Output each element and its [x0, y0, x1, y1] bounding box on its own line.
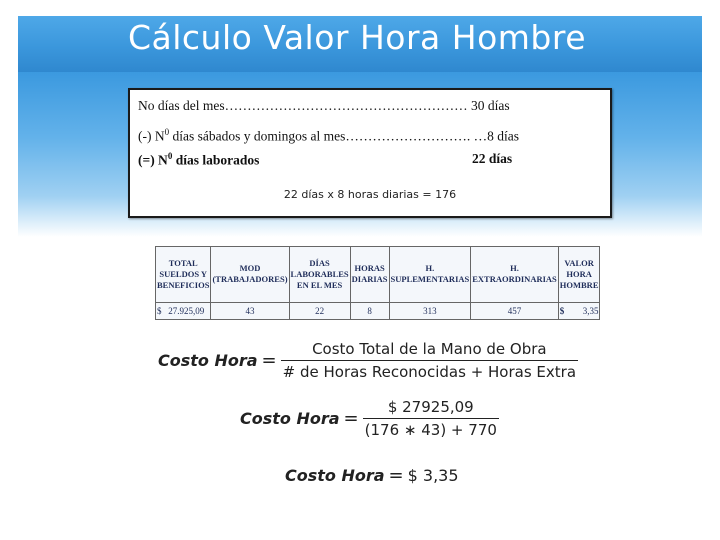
- formula-substituted-denominator: (176 ∗ 43) + 770: [363, 418, 499, 439]
- formula-result-equals: =: [388, 465, 404, 486]
- cell-extraordinarias: 457: [471, 302, 559, 319]
- worked-days-superscript: 0: [167, 151, 173, 161]
- days-in-month-line: No días del mes……………………………………………… 30 días: [138, 98, 510, 113]
- cell-dias: 22: [289, 302, 350, 319]
- formula-substituted: [240, 398, 499, 439]
- formula-substituted-numerator: $ 27925,09: [387, 398, 474, 416]
- header-valor-hora: VALOR HORA HOMBRE: [558, 247, 600, 303]
- cell-horas: 8: [350, 302, 389, 319]
- weekend-days-prefix: (-) N: [138, 128, 165, 144]
- formula-general-lhs: Costo Hora: [158, 351, 258, 370]
- hours-calculation: 22 días x 8 horas diarias = 176: [283, 188, 457, 201]
- payroll-table: [155, 246, 600, 320]
- table-row: [156, 302, 600, 319]
- formula-general-equals: =: [261, 350, 277, 371]
- formula-general-denominator: # de Horas Reconocidas + Horas Extra: [281, 360, 578, 381]
- formula-general-fraction: [281, 340, 578, 381]
- slide-title: Cálculo Valor Hora Hombre: [127, 18, 587, 57]
- cell-total-currency: $: [157, 305, 162, 316]
- header-mod: MOD (TRABAJADORES): [211, 247, 289, 303]
- worked-days-value: 22 días: [472, 151, 513, 166]
- working-days-box: [128, 88, 612, 218]
- formula-general: [158, 340, 578, 381]
- header-dias-laborables: DÍAS LABORABLES EN EL MES: [289, 247, 350, 303]
- worked-days-label: días laborados: [172, 152, 260, 168]
- cell-suplementarias: 313: [389, 302, 471, 319]
- weekend-days-line: [138, 127, 519, 145]
- cell-total-sueldos: [156, 302, 211, 319]
- formula-result: [285, 465, 459, 486]
- header-h-suplementarias: H. SUPLEMENTARIAS: [389, 247, 471, 303]
- formula-substituted-fraction: [363, 398, 499, 439]
- cell-valor-currency: $: [559, 305, 565, 316]
- cell-total-value: 27.925,09: [168, 305, 205, 316]
- formula-substituted-lhs: Costo Hora: [240, 409, 340, 428]
- worked-days-prefix: (=) N: [138, 152, 168, 168]
- header-h-extraordinarias: H. EXTRAORDINARIAS: [471, 247, 559, 303]
- header-total-sueldos: TOTAL SUELDOS Y BENEFICIOS: [156, 247, 211, 303]
- formula-result-value: $ 3,35: [407, 466, 459, 485]
- weekend-days-text: días sábados y domingos al mes………………………. …8 días: [169, 128, 519, 144]
- formula-substituted-equals: =: [343, 408, 359, 429]
- formula-general-numerator: Costo Total de la Mano de Obra: [312, 340, 547, 358]
- cell-valor-value: 3,35: [582, 305, 599, 316]
- worked-days-line: [138, 151, 259, 169]
- cell-mod: 43: [211, 302, 289, 319]
- table-header-row: [156, 247, 600, 303]
- weekend-days-superscript: 0: [164, 127, 170, 137]
- formula-result-lhs: Costo Hora: [285, 466, 385, 485]
- header-horas-diarias: HORAS DIARIAS: [350, 247, 389, 303]
- cell-valor-hora: [558, 302, 600, 319]
